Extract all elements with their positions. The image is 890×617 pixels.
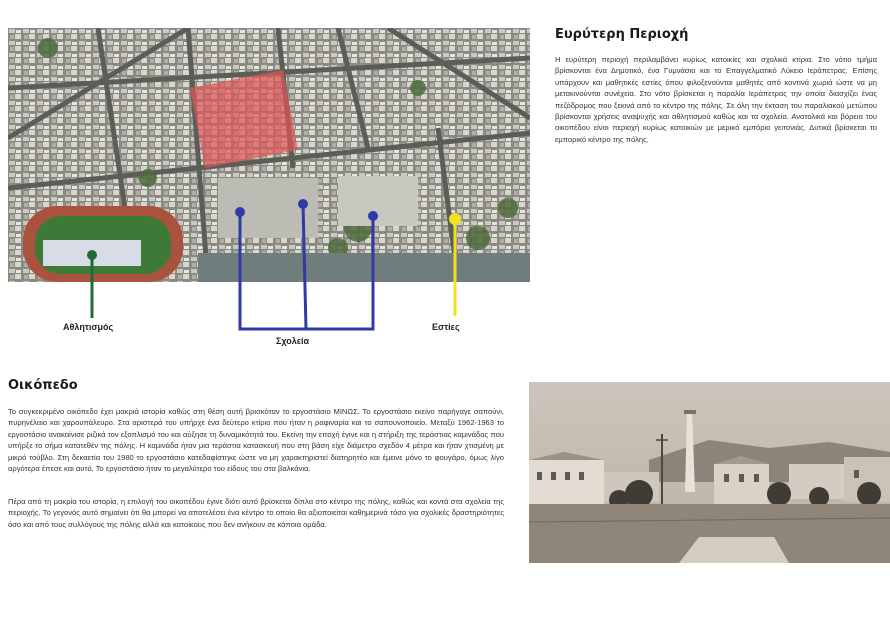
area-section-title: Ευρύτερη Περιοχή: [555, 27, 689, 42]
plot-paragraph-1: Το συγκεκριμένο οικόπεδο έχει μακριά ιστορία καθώς στη θέση αυτή βρισκόταν το εργοστάσιο ΜΙΝΩΣ. Το εργοστάσιο εκείνο παρήγαγε σαπούνι, πυρηνέλαιο και χαρουπάλευρο. Στα αριστερά του υπήρχε ένα δεύτερο κτίριο που ήταν η ραφιναρία και το σαπουνοποιείο. Μεταξύ 1962-1963 το εργοστάσιο ανακαίνισε ριζικά τον εξοπλισμό του και αύξησε τη δυναμικότητά του. Εκείνη την εποχή έγινε και η στήριξη της τεράστιας καμινάδας που υπήρξε το σήμα κατατεθέν της πόλης. Η καμινάδα ήταν μια τεράστια κατασκευή που στη βάση είχε διάμετρο σχεδόν 4 μέτρα και ήταν χτισμένη με μικρό τούβλο. Στη δεκαετία του 1980 το εργοστάσιο κατεδαφίστηκε ώστε να μη χαρακτηριστεί διατηρητέο και έμεινε μόνο το φουγάρο, όμως λίγο αργότερα έπεσε και αυτό. Το εργοστάσιο ήταν το μεγαλύτερο του είδους του στα βαλκάνια.: [8, 407, 504, 474]
plot-section-title: Οικόπεδο: [8, 378, 78, 393]
legend-schools-label: Σχολεία: [276, 336, 310, 346]
legend-sports-label: Αθλητισμός: [63, 322, 114, 332]
historic-factory-photo: [529, 382, 890, 563]
aerial-map: [8, 28, 530, 282]
area-section-text: Η ευρύτερη περιοχή περιλαμβάνει κυρίως κατοικίες και σχολικά κτίρια. Στο νότιο τμήμα βρίσκονται ένα Δημοτικό, ένα Γυμνάσιο και το Επαγγελματικό Λύκειο Ιεράπετρας. Επίσης υπάρχουν και μαθητικές εστίες όπου φιλοξενούνται μαθητές από κοντινά χωριά ώστε να μη μετακινούνται συνέχεια. Στο νότο βρίσκεται η παραλία Ιεράπετρας την οποία διασχίζει ένας πεζόδρομος που ξεκινά από το κέντρο της πόλης. Σε όλη την έκταση του παραλιακού μετώπου βρίσκονται χρήσεις αναψυχής και αθλητισμού καθώς και τα σχολεία. Ανατολικά και βόρεια του οικοπέδου είναι περιοχή κυρίως κατοικιών με μερικό εμπόριο γειτονιάς. Δυτικά βρίσκεται το εμπορικό κέντρο της πόλης.: [555, 55, 877, 144]
legend-dorms-label: Εστίες: [432, 322, 460, 332]
plot-paragraph-2: Πέρα από τη μακρία του ιστορία, η επιλογή του οικοπέδου έγινε διότι αυτό βρίσκεται δίπλα στο κέντρο της πόλης, καθώς και κοντά στα σχολεία της περιοχής. Το γεγονός αυτό σημαίνει ότι θα μπορεί να αποτελέσει ένα κέντρο το οποίο θα αξιοποιείται καθημερινά τόσο για σχολικές δραστηριότητες όσο και από τους συλλόγους της πόλης αλλά και κατοίκους που δεν ανήκουν σε κάποια ομάδα.: [8, 497, 504, 529]
